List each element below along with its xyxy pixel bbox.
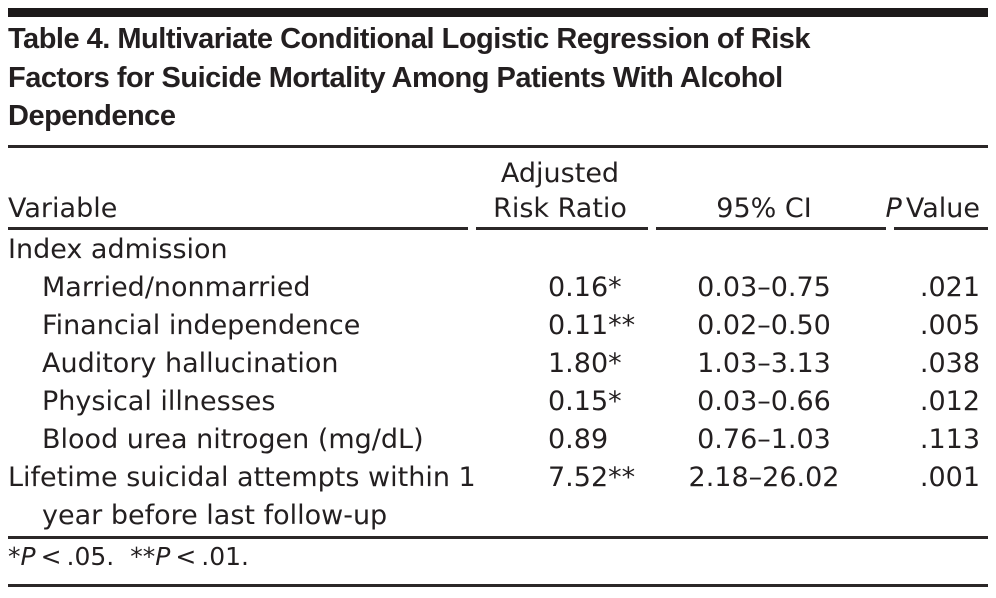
rule-table-bottom	[8, 584, 988, 587]
footnote-italic-p-1: P	[20, 542, 36, 571]
footnote-value-2: .01.	[201, 542, 249, 571]
p-value-rest: Value	[905, 193, 980, 224]
table-row-auditory-hallucination	[8, 345, 988, 383]
table-row-financial-independence	[8, 307, 988, 345]
p-value-italic-p: P	[885, 193, 902, 224]
header-rule-segment-p-value	[894, 227, 988, 230]
column-header-adjusted-risk-ratio	[470, 156, 650, 226]
header-rule-segment-variable	[8, 227, 468, 230]
footnote-italic-p-2: P	[155, 542, 171, 571]
row-label: Auditory hallucination	[42, 348, 339, 379]
row-label-line-1: Lifetime suicidal attempts within 1	[8, 462, 476, 493]
table-title-line-3: Dependence	[8, 100, 176, 132]
column-header-risk-ratio-line: Risk Ratio	[493, 193, 627, 224]
column-header-p-value	[878, 191, 988, 226]
cell-ci: 0.76–1.03	[697, 424, 831, 455]
header-rule-segment-risk-ratio	[476, 227, 648, 230]
row-label: Physical illnesses	[42, 386, 276, 417]
rule-above-footnote	[8, 536, 988, 539]
cell-risk-ratio: 0.16*	[548, 272, 622, 303]
cell-ci: 0.03–0.66	[697, 386, 831, 417]
table-footnote	[8, 541, 249, 573]
table-row-physical-illnesses	[8, 383, 988, 421]
footnote-less-than-2: <	[175, 542, 197, 571]
cell-risk-ratio: 1.80*	[548, 348, 622, 379]
table-row-married-nonmarried	[8, 269, 988, 307]
cell-p-value: .113	[919, 424, 980, 455]
table-row-blood-urea-nitrogen	[8, 421, 988, 459]
table-body	[8, 231, 988, 535]
row-label: Index admission	[8, 234, 228, 265]
column-header-adjusted-line: Adjusted	[500, 158, 620, 189]
cell-ci: 0.02–0.50	[697, 310, 831, 341]
footnote-less-than-1: <	[40, 542, 62, 571]
cell-p-value: .005	[919, 310, 980, 341]
header-rule-segment-ci	[656, 227, 886, 230]
column-header-95-ci: 95% CI	[716, 193, 812, 224]
column-header-variable: Variable	[8, 193, 118, 224]
table-header-row	[8, 150, 988, 226]
table-row-lifetime-suicidal-attempts	[8, 459, 988, 535]
cell-risk-ratio: 7.52**	[548, 462, 636, 493]
cell-ci: 1.03–3.13	[697, 348, 831, 379]
cell-ci: 0.03–0.75	[697, 272, 831, 303]
footnote-value-1: .05.	[66, 542, 115, 571]
row-label: Married/nonmarried	[42, 272, 311, 303]
rule-under-title	[8, 145, 988, 148]
table-title	[8, 20, 992, 136]
table-title-line-2: Factors for Suicide Mortality Among Patients With Alcohol	[8, 61, 783, 94]
cell-p-value: .012	[919, 386, 980, 417]
row-label: Blood urea nitrogen (mg/dL)	[42, 424, 424, 455]
table-top-bar	[8, 8, 988, 17]
table-row-index-admission	[8, 231, 988, 269]
cell-risk-ratio: 0.89	[548, 424, 609, 455]
cell-p-value: .038	[919, 348, 980, 379]
row-label-line-2: year before last follow-up	[42, 500, 388, 531]
cell-p-value: .021	[919, 272, 980, 303]
cell-p-value: .001	[919, 462, 980, 493]
row-label	[8, 459, 476, 535]
cell-ci: 2.18–26.02	[688, 462, 840, 493]
row-label: Financial independence	[42, 310, 361, 341]
footnote-star-1: *	[8, 542, 21, 571]
cell-risk-ratio: 0.11**	[548, 310, 636, 341]
table-title-line-1: Table 4. Multivariate Conditional Logistic Regression of Risk	[8, 23, 811, 55]
cell-risk-ratio: 0.15*	[548, 386, 622, 417]
footnote-star-2: **	[130, 542, 156, 571]
